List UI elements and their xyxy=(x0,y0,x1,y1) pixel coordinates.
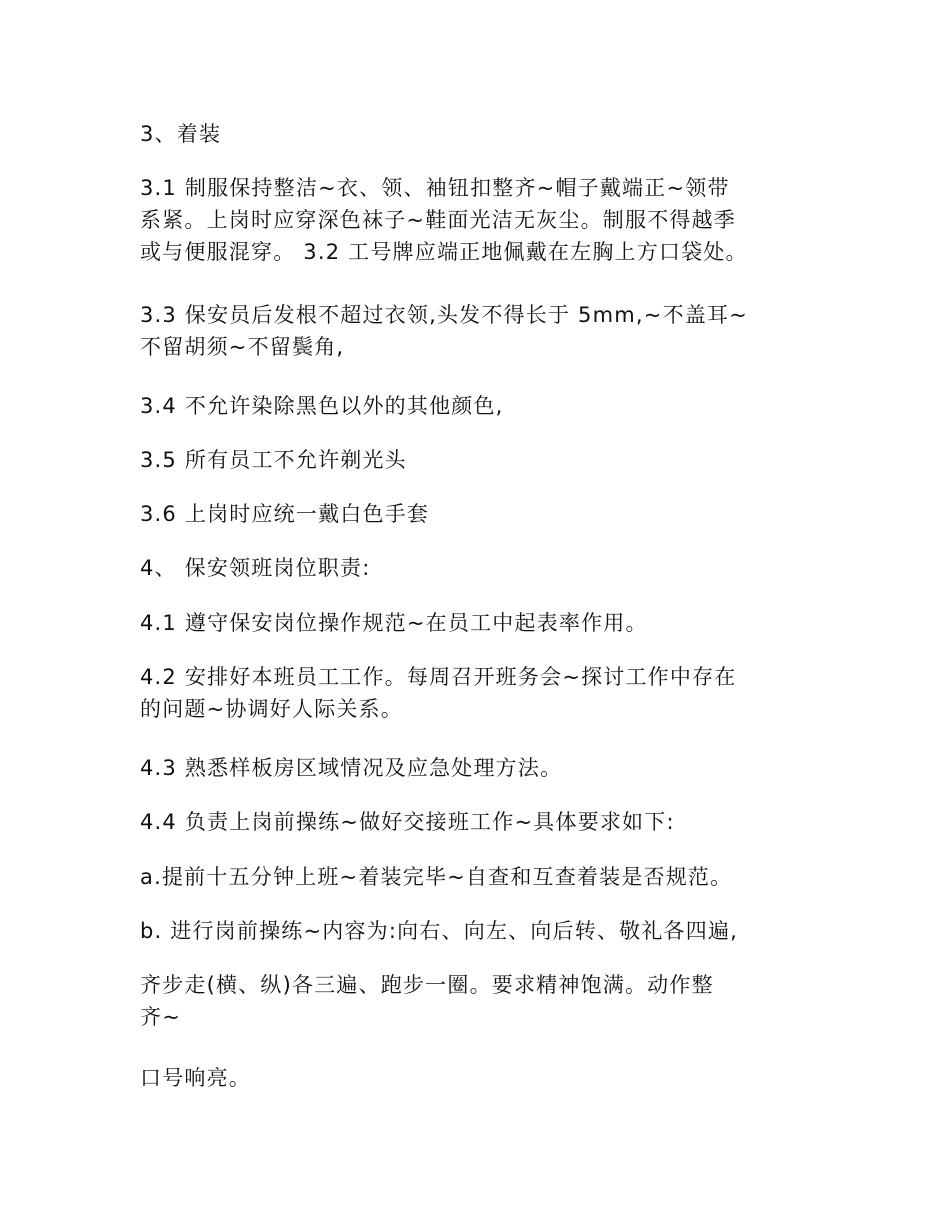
text-line: 3.4 不允许染除黑色以外的其他颜色, xyxy=(140,394,504,418)
paragraph-4-4 xyxy=(140,806,810,838)
section-heading-dress xyxy=(140,118,810,150)
text-line: 4.2 安排好本班员工工作。每周召开班务会~探讨工作中存在 xyxy=(140,665,737,689)
paragraph-a xyxy=(140,861,810,893)
text-line: 4.3 熟悉样板房区域情况及应急处理方法。 xyxy=(140,756,563,780)
paragraph-3-1 xyxy=(140,172,810,268)
text-line: b. 进行岗前操练~内容为:向右、向左、向后转、敬礼各四遍, xyxy=(140,919,739,943)
paragraph-4-1 xyxy=(140,607,810,639)
text-line: 口号响亮。 xyxy=(140,1066,251,1090)
paragraph-3-3 xyxy=(140,299,810,363)
section-heading-supervisor-duties xyxy=(140,552,810,584)
paragraph-4-2 xyxy=(140,661,810,725)
text-line: 齐步走(横、纵)各三遍、跑步一圈。要求精神饱满。动作整 xyxy=(140,973,714,997)
text-line: 系紧。上岗时应穿深色袜子~鞋面光洁无灰尘。制服不得越季 xyxy=(140,208,736,232)
text-line: 或与便服混穿。 3.2 工号牌应端正地佩戴在左胸上方口袋处。 xyxy=(140,240,748,264)
paragraph-b xyxy=(140,915,810,947)
text-line: 3.6 上岗时应统一戴白色手套 xyxy=(140,502,430,526)
text-line: 3.3 保安员后发根不超过衣领,头发不得长于 5mm,~不盖耳~ xyxy=(140,303,748,327)
paragraph-3-6 xyxy=(140,498,810,530)
paragraph-b-end xyxy=(140,1062,810,1094)
text-line: 4、 保安领班岗位职责: xyxy=(140,556,371,580)
text-line: 4.4 负责上岗前操练~做好交接班工作~具体要求如下: xyxy=(140,810,675,834)
text-line: 不留胡须~不留鬓角, xyxy=(140,335,345,359)
text-line: a.提前十五分钟上班~着装完毕~自查和互查着装是否规范。 xyxy=(140,865,733,889)
text-line: 3.1 制服保持整洁~衣、领、袖钮扣整齐~帽子戴端正~领带 xyxy=(140,176,730,200)
paragraph-3-4 xyxy=(140,390,810,422)
paragraph-4-3 xyxy=(140,752,810,784)
paragraph-3-5 xyxy=(140,444,810,476)
text-line: 的问题~协调好人际关系。 xyxy=(140,697,403,721)
text-line: 3.5 所有员工不允许剃光头 xyxy=(140,448,407,472)
text-line: 齐~ xyxy=(140,1005,181,1029)
text-line: 4.1 遵守保安岗位操作规范~在员工中起表率作用。 xyxy=(140,611,648,635)
text-line: 3、着装 xyxy=(140,122,222,146)
paragraph-b-continued xyxy=(140,969,810,1033)
